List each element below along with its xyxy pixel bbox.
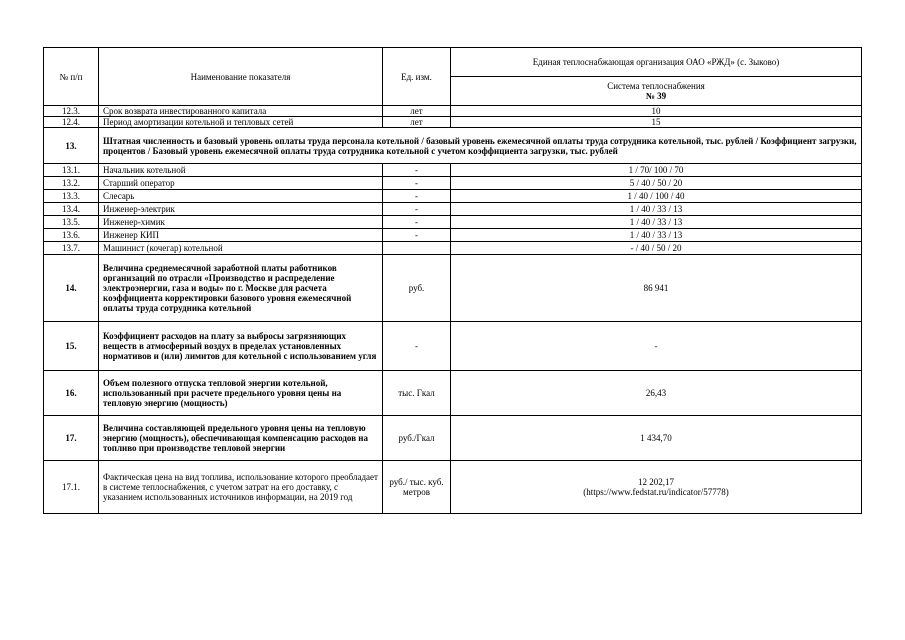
row-value: 1 / 70/ 100 / 70 <box>451 164 862 177</box>
section-row <box>44 128 862 164</box>
table-row <box>44 322 862 371</box>
row-name: Величина среднемесячной заработной платы работников организаций по отрасли «Производство и распределение электроэнергии, газа и воды» по г. Москве для расчета коэффициента корректировки базового уровня ежемесячной оплаты труда сотрудника котельной <box>99 255 383 322</box>
row-name: Период амортизации котельной и тепловых сетей <box>99 117 383 128</box>
row-value: - / 40 / 50 / 20 <box>451 242 862 255</box>
row-num: 13.3. <box>44 190 99 203</box>
row-unit: - <box>383 164 451 177</box>
row-value: 1 / 40 / 33 / 13 <box>451 203 862 216</box>
row-unit: лет <box>383 106 451 117</box>
header-system-number: № 39 <box>645 91 667 101</box>
row-num: 13.7. <box>44 242 99 255</box>
row-name: Величина составляющей предельного уровня цены на тепловую энергию (мощность), обеспечивающая компенсацию расходов на топливо при производстве тепловой энергии <box>99 416 383 461</box>
row-unit: - <box>383 177 451 190</box>
row-value: - <box>451 322 862 371</box>
row-num: 13.5. <box>44 216 99 229</box>
header-org: Единая теплоснабжающая организация ОАО «РЖД» (с. Зыково) <box>451 48 862 77</box>
row-name: Инженер-химик <box>99 216 383 229</box>
table-row <box>44 190 862 203</box>
row-unit: - <box>383 203 451 216</box>
row-value: 86 941 <box>451 255 862 322</box>
fuel-price: 12 202,17 <box>638 477 674 487</box>
row-name: Слесарь <box>99 190 383 203</box>
row-num: 13.2. <box>44 177 99 190</box>
header-name: Наименование показателя <box>99 48 383 106</box>
table-row <box>44 117 862 128</box>
table-row <box>44 106 862 117</box>
row-num: 13.4. <box>44 203 99 216</box>
row-value: 15 <box>451 117 862 128</box>
row-name: Срок возврата инвестированного капитала <box>99 106 383 117</box>
row-num: 17. <box>44 416 99 461</box>
row-name: Инженер-электрик <box>99 203 383 216</box>
header-unit: Ед. изм. <box>383 48 451 106</box>
table-row <box>44 216 862 229</box>
row-unit: руб./ тыс. куб. метров <box>383 461 451 514</box>
row-unit: - <box>383 190 451 203</box>
tariff-table <box>43 47 862 514</box>
row-unit: лет <box>383 117 451 128</box>
row-unit: - <box>383 322 451 371</box>
header-num: № п/п <box>44 48 99 106</box>
table-row <box>44 371 862 416</box>
header-system-label: Система теплоснабжения <box>607 81 705 91</box>
row-value <box>451 461 862 514</box>
row-unit: руб./Гкал <box>383 416 451 461</box>
row-name: Объем полезного отпуска тепловой энергии котельной, использованный при расчете предельного уровня цены на тепловую энергию (мощность) <box>99 371 383 416</box>
table-row <box>44 177 862 190</box>
row-num: 12.4. <box>44 117 99 128</box>
table-row <box>44 461 862 514</box>
table-row <box>44 164 862 177</box>
row-name: Фактическая цена на вид топлива, использование которого преобладает в системе теплоснабжения, с учетом затрат на его доставку, с указанием использованных источников информации, на 2019 год <box>99 461 383 514</box>
row-num: 14. <box>44 255 99 322</box>
row-value: 1 434,70 <box>451 416 862 461</box>
section-title: Штатная численность и базовый уровень оплаты труда персонала котельной / базовый уровень ежемесячной оплаты труда сотрудника котельной, тыс. рублей / Коэффициент загрузки, процентов / Базовый уровень ежемесячной оплаты труда сотрудника котельной с учетом коэффициента загрузки, тыс. рублей <box>99 128 862 164</box>
row-num: 13.1. <box>44 164 99 177</box>
table-row <box>44 242 862 255</box>
row-num: 13.6. <box>44 229 99 242</box>
row-value: 1 / 40 / 100 / 40 <box>451 190 862 203</box>
header-system <box>451 77 862 106</box>
row-unit: - <box>383 229 451 242</box>
table-row <box>44 229 862 242</box>
row-value: 1 / 40 / 33 / 13 <box>451 216 862 229</box>
row-unit <box>383 242 451 255</box>
fuel-price-source: (https://www.fedstat.ru/indicator/57778) <box>583 487 729 497</box>
row-num: 12.3. <box>44 106 99 117</box>
table-row <box>44 255 862 322</box>
row-num: 16. <box>44 371 99 416</box>
row-value: 26,43 <box>451 371 862 416</box>
header-row <box>44 48 862 77</box>
row-value: 5 / 40 / 50 / 20 <box>451 177 862 190</box>
row-name: Старший оператор <box>99 177 383 190</box>
row-value: 10 <box>451 106 862 117</box>
row-num: 17.1. <box>44 461 99 514</box>
row-unit: - <box>383 216 451 229</box>
row-name: Машинист (кочегар) котельной <box>99 242 383 255</box>
row-unit: руб. <box>383 255 451 322</box>
row-name: Коэффициент расходов на плату за выбросы загрязняющих веществ в атмосферный воздух в пределах установленных нормативов и (или) лимитов для котельной с использованием угля <box>99 322 383 371</box>
table-row <box>44 416 862 461</box>
table-row <box>44 203 862 216</box>
row-unit: тыс. Гкал <box>383 371 451 416</box>
row-value: 1 / 40 / 33 / 13 <box>451 229 862 242</box>
section-num: 13. <box>44 128 99 164</box>
row-num: 15. <box>44 322 99 371</box>
row-name: Инженер КИП <box>99 229 383 242</box>
row-name: Начальник котельной <box>99 164 383 177</box>
